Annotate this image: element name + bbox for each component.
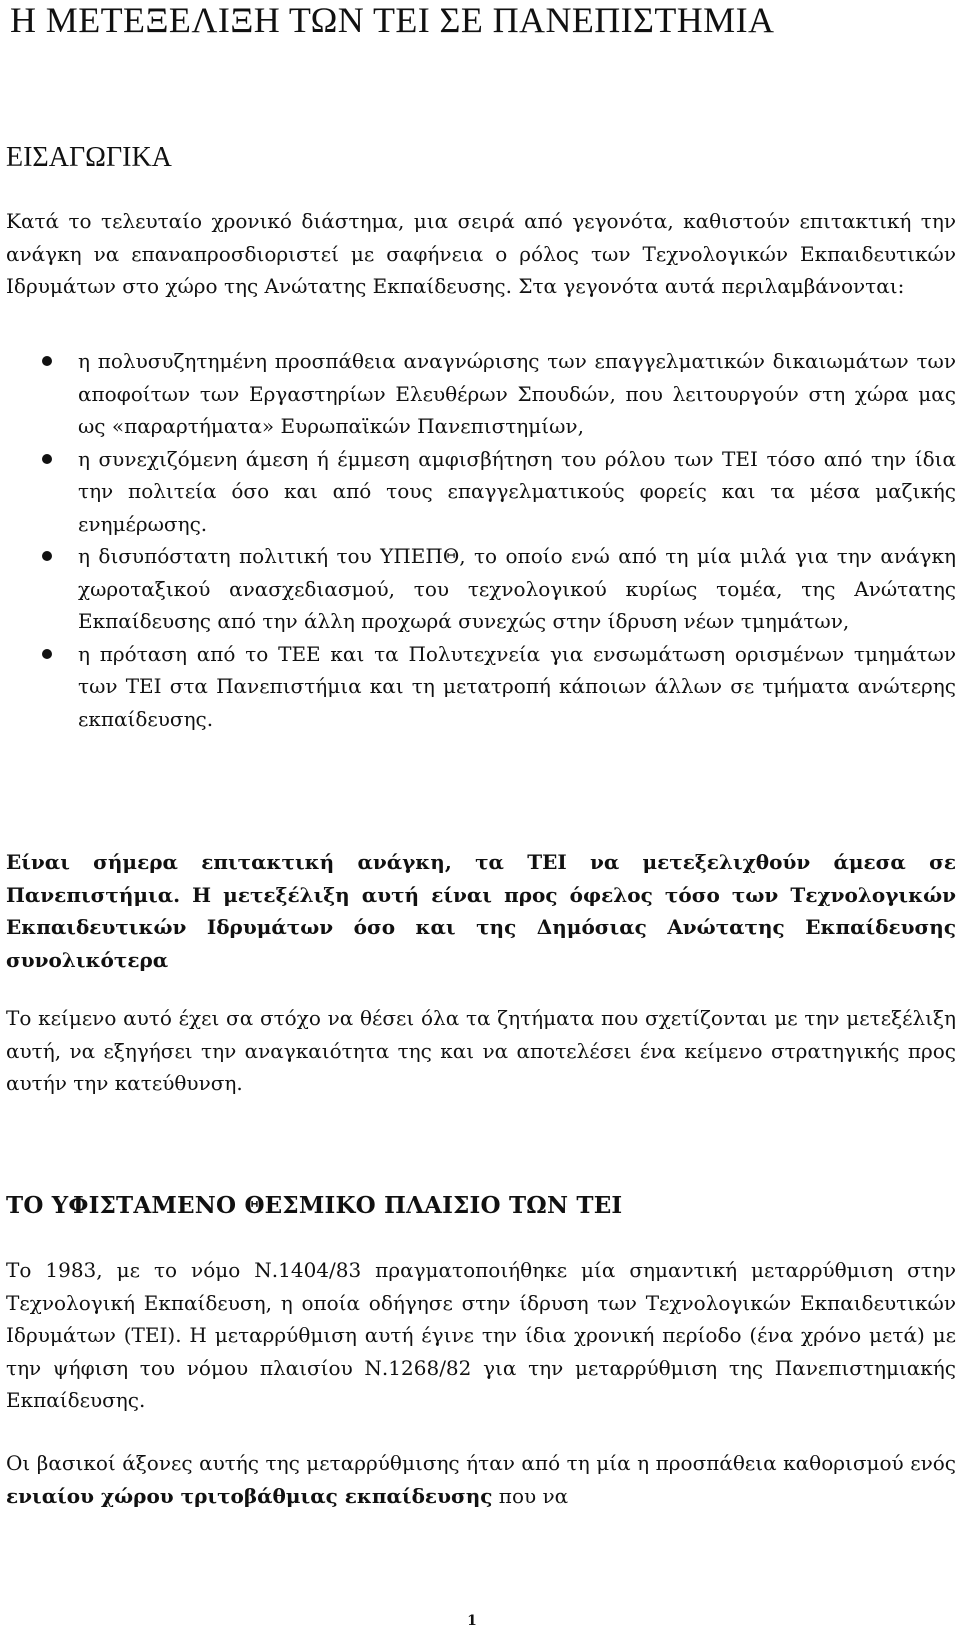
- list-item: [0, 345, 956, 443]
- intro-heading: ΕΙΣΑΓΩΓΙΚΑ: [6, 142, 172, 173]
- list-item-text: η πολυσυζητημένη προσπάθεια αναγνώρισης των επαγγελματικών δικαιωμάτων των αποφοίτων των Εργαστηρίων Ελευθέρων Σπουδών, που λειτουργούν στη χώρα μας ως «παραρτήματα» Ευρωπαϊκών Πανεπιστημίων,: [78, 349, 956, 438]
- list-item: [0, 540, 956, 638]
- list-item: [0, 638, 956, 736]
- bullet-icon: [42, 454, 52, 464]
- framework-heading: ΤΟ ΥΦΙΣΤΑΜΕΝΟ ΘΕΣΜΙΚΟ ΠΛΑΙΣΙΟ ΤΩΝ ΤΕΙ: [6, 1192, 623, 1219]
- list-item-text: η πρόταση από το ΤΕΕ και τα Πολυτεχνεία για ενσωμάτωση ορισμένων τμημάτων των ΤΕΙ στα Πανεπιστήμια και τη μετατροπή κάποιων άλλων σε τμήματα ανώτερης εκπαίδευσης.: [78, 641, 956, 731]
- bullet-icon: [42, 649, 52, 659]
- intro-paragraph: Κατά το τελευταίο χρονικό διάστημα, μια σειρά από γεγονότα, καθιστούν επιτακτική την ανάγκη να επαναπροσδιοριστεί με σαφήνεια ο ρόλος των Τεχνολογικών Εκπαιδευτικών Ιδρυμάτων στο χώρο της Ανώτατης Εκπαίδευσης. Στα γεγονότα αυτά περιλαμβάνονται:: [6, 209, 956, 298]
- bullet-icon: [42, 356, 52, 366]
- purpose-paragraph: Το κείμενο αυτό έχει σα στόχο να θέσει όλα τα ζητήματα που σχετίζονται με την μετεξέλιξη αυτή, να εξηγήσει την αναγκαιότητα της και να αποτελέσει ένα κείμενο στρατηγικής προς αυτήν την κατεύθυνση.: [6, 1006, 956, 1095]
- list-item: [0, 443, 956, 541]
- document-title: Η ΜΕΤΕΞΕΛΙΞΗ ΤΩΝ ΤΕΙ ΣΕ ΠΑΝΕΠΙΣΤΗΜΙΑ: [10, 0, 775, 40]
- reform-axes-text-start: Οι βασικοί άξονες αυτής της μεταρρύθμισης ήταν από τη μία η προσπάθεια καθορισμού ενός: [6, 1451, 956, 1475]
- law-1983-paragraph: Το 1983, με το νόμο Ν.1404/83 πραγματοποιήθηκε μία σημαντική μεταρρύθμιση στην Τεχνολογική Εκπαίδευση, η οποία οδήγησε στην ίδρυση των Τεχνολογικών Εκπαιδευτικών Ιδρυμάτων (ΤΕΙ). Η μεταρρύθμιση αυτή έγινε την ίδια χρονική περίοδο (ένα χρόνο μετά) με την ψήφιση του νόμου πλαισίου Ν.1268/82 για την μεταρρύθμιση της Πανεπιστημιακής Εκπαίδευσης.: [6, 1258, 956, 1412]
- bullet-icon: [42, 551, 52, 561]
- list-item-text: η δισυπόστατη πολιτική του ΥΠΕΠΘ, το οποίο ενώ από τη μία μιλά για την ανάγκη χωροταξικού ανασχεδιασμού, του τεχνολογικού κυρίως τομέα, της Ανώτατης Εκπαίδευσης από την άλλη προχωρά συνεχώς στην ίδρυση νέων τμημάτων,: [78, 544, 956, 633]
- reform-axes-emphasis: ενιαίου χώρου τριτοβάθμιας εκπαίδευσης: [6, 1483, 493, 1508]
- bold-statement: Είναι σήμερα επιτακτική ανάγκη, τα ΤΕΙ να μετεξελιχθούν άμεσα σε Πανεπιστήμια. Η μετεξέλιξη αυτή είναι προς όφελος τόσο των Τεχνολογικών Εκπαιδευτικών Ιδρυμάτων όσο και της Δημόσιας Ανώτατης Εκπαίδευσης συνολικότερα: [6, 850, 956, 972]
- page-number: 1: [467, 1613, 477, 1629]
- events-list: [0, 345, 960, 735]
- list-item-text: η συνεχιζόμενη άμεση ή έμμεση αμφισβήτηση του ρόλου των ΤΕΙ τόσο από την ίδια την πολιτεία όσο και από τους επαγγελματικούς φορείς και τα μέσα μαζικής ενημέρωσης.: [78, 446, 956, 536]
- reform-axes-paragraph: [6, 1447, 956, 1512]
- reform-axes-text-end: που να: [492, 1483, 569, 1508]
